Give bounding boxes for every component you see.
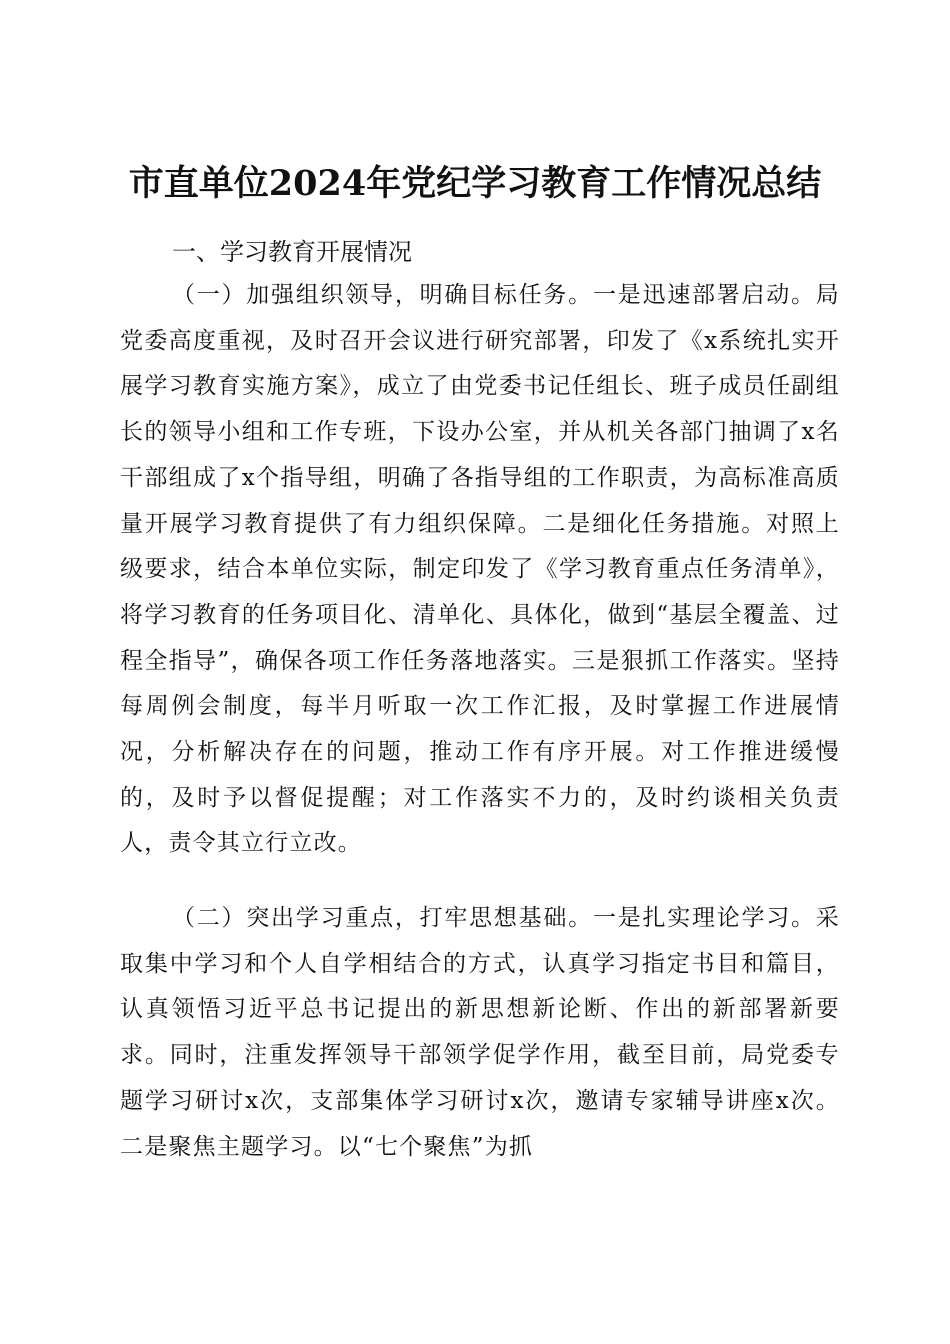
section-heading: 一、学习教育开展情况 [172, 238, 412, 266]
body-paragraph-1: （一）加强组织领导，明确目标任务。一是迅速部署启动。局党委高度重视，及时召开会议进行研究部署，印发了《x系统扎实开展学习教育实施方案》，成立了由党委书记任组长、班子成员任副组长的领导小组和工作专班，下设办公室，并从机关各部门抽调了x名干部组成了x个指导组，明确了各指导组的工作职责，为高标准高质量开展学习教育提供了有力组织保障。二是细化任务措施。对照上级要求，结合本单位实际，制定印发了《学习教育重点任务清单》，将学习教育的任务项目化、清单化、具体化，做到“基层全覆盖、过程全指导”，确保各项工作任务落地落实。三是狠抓工作落实。坚持每周例会制度，每半月听取一次工作汇报，及时掌握工作进展情况，分析解决存在的问题，推动工作有序开展。对工作推进缓慢的，及时予以督促提醒；对工作落实不力的，及时约谈相关负责人，责令其立行立改。 [120, 282, 840, 857]
body-paragraph-2: （二）突出学习重点，打牢思想基础。一是扎实理论学习。采取集中学习和个人自学相结合的方式，认真学习指定书目和篇目，认真领悟习近平总书记提出的新思想新论断、作出的新部署新要求。同时，注重发挥领导干部领学促学作用，截至目前，局党委专题学习研讨x次，支部集体学习研讨x次，邀请专家辅导讲座x次。二是聚焦主题学习。以“七个聚焦”为抓 [120, 905, 840, 1160]
document-title: 市直单位2024年党纪学习教育工作情况总结 [128, 163, 822, 205]
